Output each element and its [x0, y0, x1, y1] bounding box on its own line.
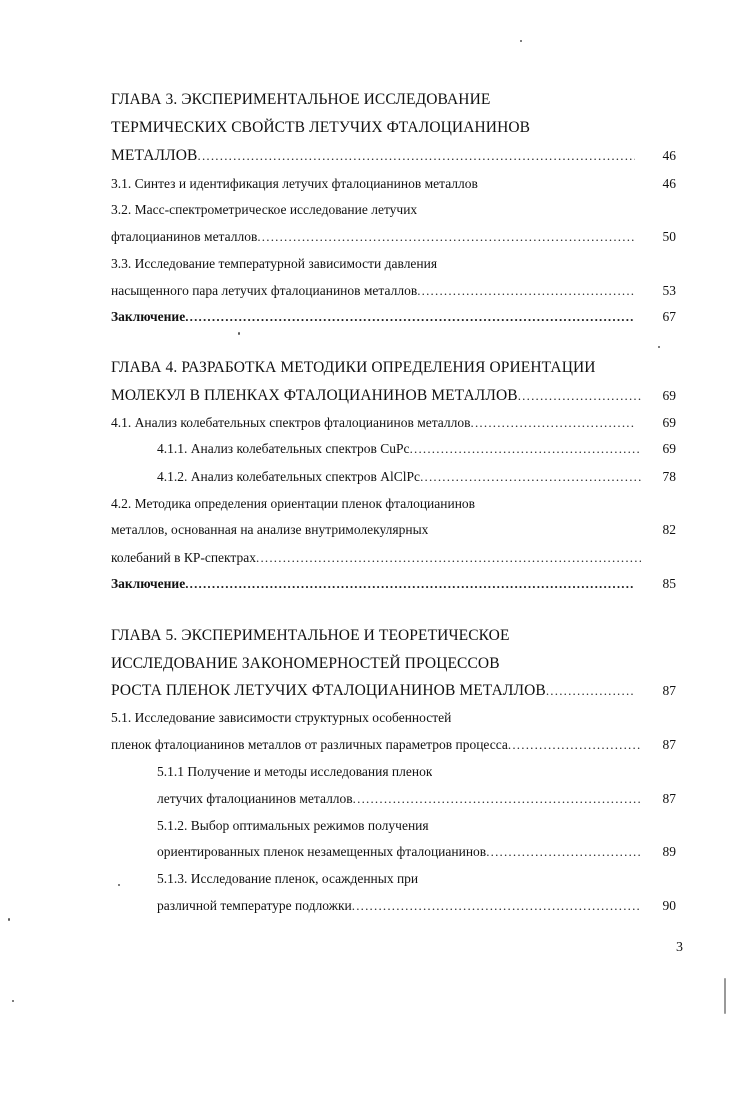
leader-dots	[417, 279, 635, 303]
leader-dots	[352, 894, 641, 918]
section-3-2-line-1: 3.2. Масс-спектрометрическое исследование летучих	[111, 202, 418, 217]
section-5-1-3-title: различной температуре подложки	[157, 898, 352, 913]
leader-dots	[546, 679, 635, 703]
section-4-2-line-3	[111, 546, 641, 570]
scan-speck	[658, 346, 660, 348]
section-5-1-line-2	[111, 733, 641, 757]
section-5-1-2-line-2	[157, 840, 641, 864]
section-4-1-2-page: 78	[662, 469, 676, 484]
conclusion-3	[111, 305, 635, 329]
section-5-1-1-line-2	[157, 787, 641, 811]
section-4-2-line-1: 4.2. Методика определения ориентации пленок фталоцианинов	[111, 496, 476, 511]
section-4-1-1-page: 69	[662, 441, 676, 456]
leader-dots	[185, 572, 635, 596]
chapter-4-page: 69	[662, 388, 676, 403]
chapter-3-title-line-3	[111, 144, 635, 168]
section-5-1-3-page: 90	[662, 898, 676, 913]
section-5-1-1-page: 87	[662, 791, 676, 806]
scan-speck	[12, 1000, 14, 1002]
chapter-5-page: 87	[662, 683, 676, 698]
scan-speck	[8, 918, 10, 921]
section-3-2-line-2	[111, 225, 635, 249]
section-4-1-1	[157, 437, 641, 461]
section-5-1-3-line-1: 5.1.3. Исследование пленок, осажденных при	[157, 871, 419, 886]
section-3-1-title: 3.1. Синтез и идентификация летучих фталоцианинов металлов	[111, 176, 478, 191]
chapter-4-title-line-1: ГЛАВА 4. РАЗРАБОТКА МЕТОДИКИ ОПРЕДЕЛЕНИЯ ОРИЕНТАЦИИ	[111, 359, 596, 376]
section-5-1-2-title: ориентированных пленок незамещенных фталоцианинов	[157, 844, 487, 859]
leader-dots	[256, 546, 641, 570]
section-3-1-page: 46	[662, 176, 676, 191]
section-5-1-3-line-2	[157, 894, 641, 918]
section-4-2-line-2: металлов, основанная на анализе внутримолекулярных	[111, 522, 429, 537]
leader-dots	[420, 465, 641, 489]
section-3-2-title: фталоцианинов металлов	[111, 229, 258, 244]
scan-speck	[520, 40, 522, 42]
section-4-1-title: 4.1. Анализ колебательных спектров фталоцианинов металлов	[111, 415, 471, 430]
section-3-3-line-2	[111, 279, 635, 303]
chapter-3-title-line-2: ТЕРМИЧЕСКИХ СВОЙСТВ ЛЕТУЧИХ ФТАЛОЦИАНИНОВ	[111, 119, 531, 136]
leader-dots	[508, 733, 641, 757]
chapter-3-page: 46	[662, 148, 676, 163]
section-4-2-page: 82	[662, 522, 676, 537]
page-number: 3	[676, 940, 683, 955]
section-3-3-page: 53	[662, 283, 676, 298]
leader-dots	[185, 305, 635, 329]
leader-dots	[257, 225, 635, 249]
conclusion-4-page: 85	[662, 576, 676, 591]
section-3-3-line-1: 3.3. Исследование температурной зависимости давления	[111, 256, 438, 271]
chapter-5-title-line-2: ИССЛЕДОВАНИЕ ЗАКОНОМЕРНОСТЕЙ ПРОЦЕССОВ	[111, 655, 500, 672]
section-5-1-2-line-1: 5.1.2. Выбор оптимальных режимов получения	[157, 818, 429, 833]
scan-speck	[118, 884, 120, 886]
section-5-1-2-page: 89	[662, 844, 676, 859]
chapter-3-title-text: МЕТАЛЛОВ	[111, 147, 198, 164]
conclusion-4-title: Заключение	[111, 576, 186, 591]
scan-edge-mark	[724, 978, 726, 1014]
leader-dots	[198, 144, 636, 168]
leader-dots	[486, 840, 641, 864]
section-4-1-2-title: 4.1.2. Анализ колебательных спектров AlClPc	[157, 469, 421, 484]
section-4-1-page: 69	[662, 415, 676, 430]
leader-dots	[518, 384, 641, 408]
chapter-5-title-line-1: ГЛАВА 5. ЭКСПЕРИМЕНТАЛЬНОЕ И ТЕОРЕТИЧЕСКОЕ	[111, 627, 510, 644]
chapter-4-title-text: МОЛЕКУЛ В ПЛЕНКАХ ФТАЛОЦИАНИНОВ МЕТАЛЛОВ	[111, 387, 518, 404]
section-5-1-1-line-1: 5.1.1 Получение и методы исследования пленок	[157, 764, 433, 779]
section-5-1-line-1: 5.1. Исследование зависимости структурных особенностей	[111, 710, 452, 725]
leader-dots	[471, 411, 635, 435]
section-5-1-1-title: летучих фталоцианинов металлов	[157, 791, 353, 806]
leader-dots	[353, 787, 641, 811]
section-5-1-page: 87	[662, 737, 676, 752]
conclusion-4	[111, 572, 635, 596]
section-3-3-title: насыщенного пара летучих фталоцианинов металлов	[111, 283, 418, 298]
section-4-2-title-end: колебаний в КР-спектрах	[111, 550, 256, 565]
conclusion-3-title: Заключение	[111, 309, 186, 324]
section-4-1	[111, 411, 635, 435]
chapter-3-title-line-1: ГЛАВА 3. ЭКСПЕРИМЕНТАЛЬНОЕ ИССЛЕДОВАНИЕ	[111, 91, 491, 108]
chapter-5-title-text: РОСТА ПЛЕНОК ЛЕТУЧИХ ФТАЛОЦИАНИНОВ МЕТАЛЛОВ	[111, 682, 546, 699]
section-5-1-title: пленок фталоцианинов металлов от различных параметров процесса	[111, 737, 508, 752]
conclusion-3-page: 67	[662, 309, 676, 324]
section-3-2-page: 50	[662, 229, 676, 244]
section-4-1-2	[157, 465, 641, 489]
section-3-1	[111, 172, 635, 196]
chapter-5-title-line-3	[111, 679, 635, 703]
section-4-1-1-title: 4.1.1. Анализ колебательных спектров CuPc	[157, 441, 410, 456]
leader-dots	[410, 437, 641, 461]
scan-speck	[238, 332, 240, 335]
chapter-4-title-line-2	[111, 384, 641, 408]
